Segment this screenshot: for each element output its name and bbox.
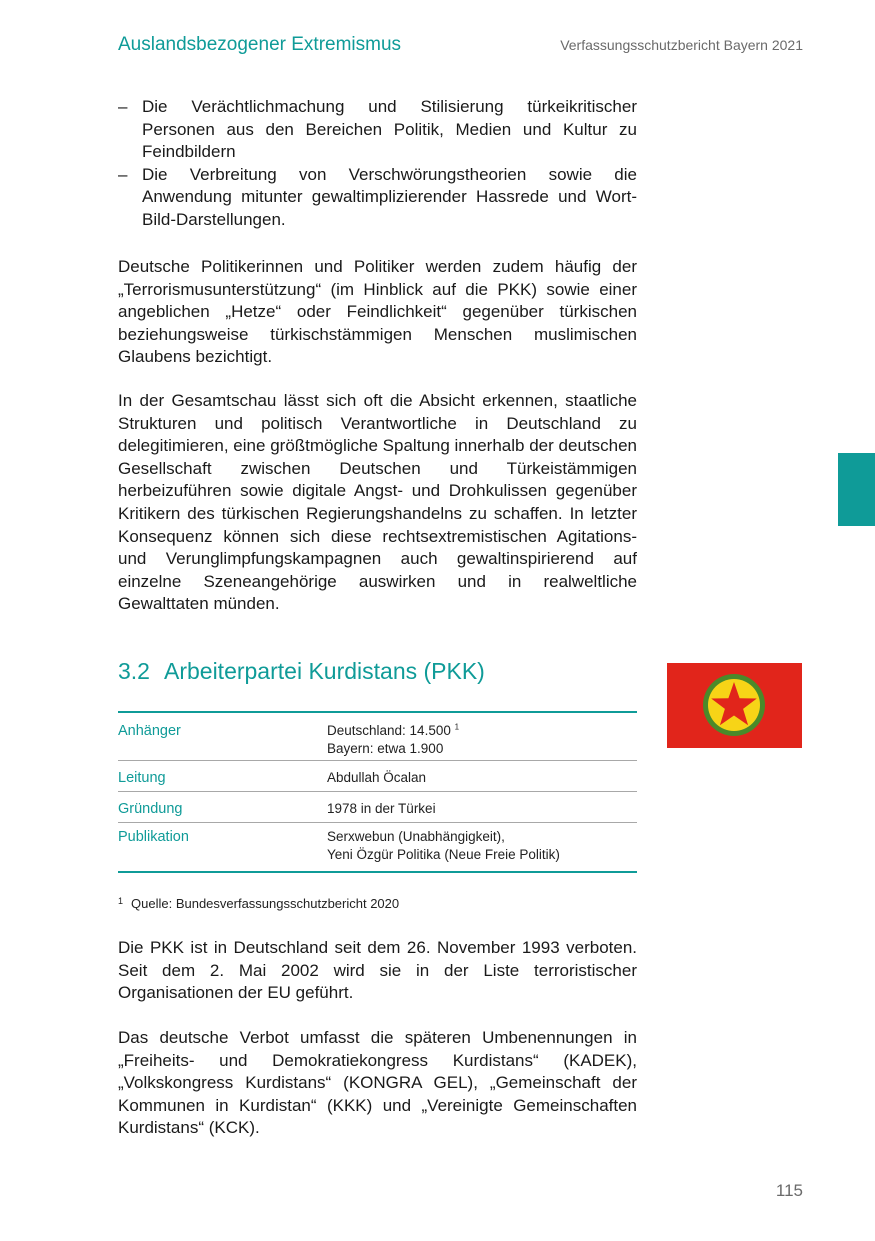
running-header-report: Verfassungsschutzbericht Bayern 2021 [560, 37, 803, 53]
paragraph: Deutsche Politikerinnen und Politiker werden zudem häufig der „Terrorismusunterstützung“ (im Hinblick auf die PKK) sowie einer angeblichen „Hetze“ oder Feindlichkeit“ gegenüber türkischen beziehungsweise türkischstämmigen Menschen muslimischen Glaubens bezichtigt. [118, 257, 637, 367]
paragraph: Die PKK ist in Deutschland seit dem 26. November 1993 verboten. Seit dem 2. Mai 2002 wird sie in der Liste terroristischer Organisationen der EU geführt. [118, 938, 637, 1003]
table-row [118, 713, 637, 761]
bullet-item: – Die Verbreitung von Verschwörungstheorien sowie die Anwendung mitunter gewaltimplizierender Hassrede und Wort-Bild-Darstellungen. [118, 164, 637, 229]
pkk-flag-icon [667, 663, 802, 748]
section-heading [118, 658, 485, 685]
paragraph: In der Gesamtschau lässt sich oft die Absicht erkennen, staatliche Strukturen und politisch Verantwortliche in Deutschland zu delegitimieren, eine größtmögliche Spaltung innerhalb der deutschen Gesellschaft zwischen Deutschen und Türkeistämmigen herbeizuführen sowie digitale Angst- und Drohkulissen gegenüber Kritikern des türkischen Regierungshandelns zu schaffen. In letzter Konsequenz können sich diese rechtsextremistischen Agitations- und Verunglimpfungskampagnen auch gewaltinspirierend auf einzelne Szeneangehörige auswirken und in realweltliche Gewalttaten münden. [118, 391, 637, 614]
value-gruendung: 1978 in der Türkei [327, 801, 436, 816]
section-number: 3.2 [118, 658, 150, 684]
label-leitung: Leitung [118, 770, 166, 786]
paragraph: Das deutsche Verbot umfasst die späteren Umbenennungen in „Freiheits- und Demokratiekongress Kurdistans“ (KADEK), „Volkskongress Kurdistans“ (KONGRA GEL), „Gemeinschaft der Kommunen in Kurdistan“ (KKK) und „Vereinigte Gemeinschaften Kurdistans“ (KCK). [118, 1028, 637, 1138]
bullet-marker: – [118, 97, 128, 116]
bullet-item: – Die Verächtlichmachung und Stilisierung türkeikritischer Personen aus den Bereichen Politik, Medien und Kultur zu Feindbildern [118, 97, 637, 162]
label-anhaenger: Anhänger [118, 723, 181, 739]
value-anhaenger: Deutschland: 14.500 $^1$ Bayern: etwa 1.900 [327, 722, 460, 756]
section-title: Arbeiterpartei Kurdistans (PKK) [163, 658, 485, 684]
value-publikation: Serxwebun (Unabhängigkeit), Yeni Özgür Politika (Neue Freie Politik) [327, 829, 560, 862]
fact-table [118, 711, 637, 873]
table-row [118, 823, 637, 871]
value-leitung: Abdullah Öcalan [327, 770, 427, 785]
table-row [118, 761, 637, 792]
footnote [118, 896, 399, 911]
footnote-text: Quelle: Bundesverfassungsschutzbericht 2020 [131, 896, 400, 911]
page-number: 115 [775, 1181, 803, 1200]
label-gruendung: Gründung [118, 801, 183, 817]
bullet-list [118, 96, 637, 232]
label-publikation: Publikation [118, 829, 189, 845]
bullet-marker: – [118, 164, 128, 184]
chapter-tab-marker [838, 453, 875, 526]
table-row [118, 792, 637, 823]
footnote-number: 1 [118, 896, 124, 906]
footnote-ref: 1 [454, 722, 460, 732]
running-header-section: Auslandsbezogener Extremismus [118, 34, 402, 55]
